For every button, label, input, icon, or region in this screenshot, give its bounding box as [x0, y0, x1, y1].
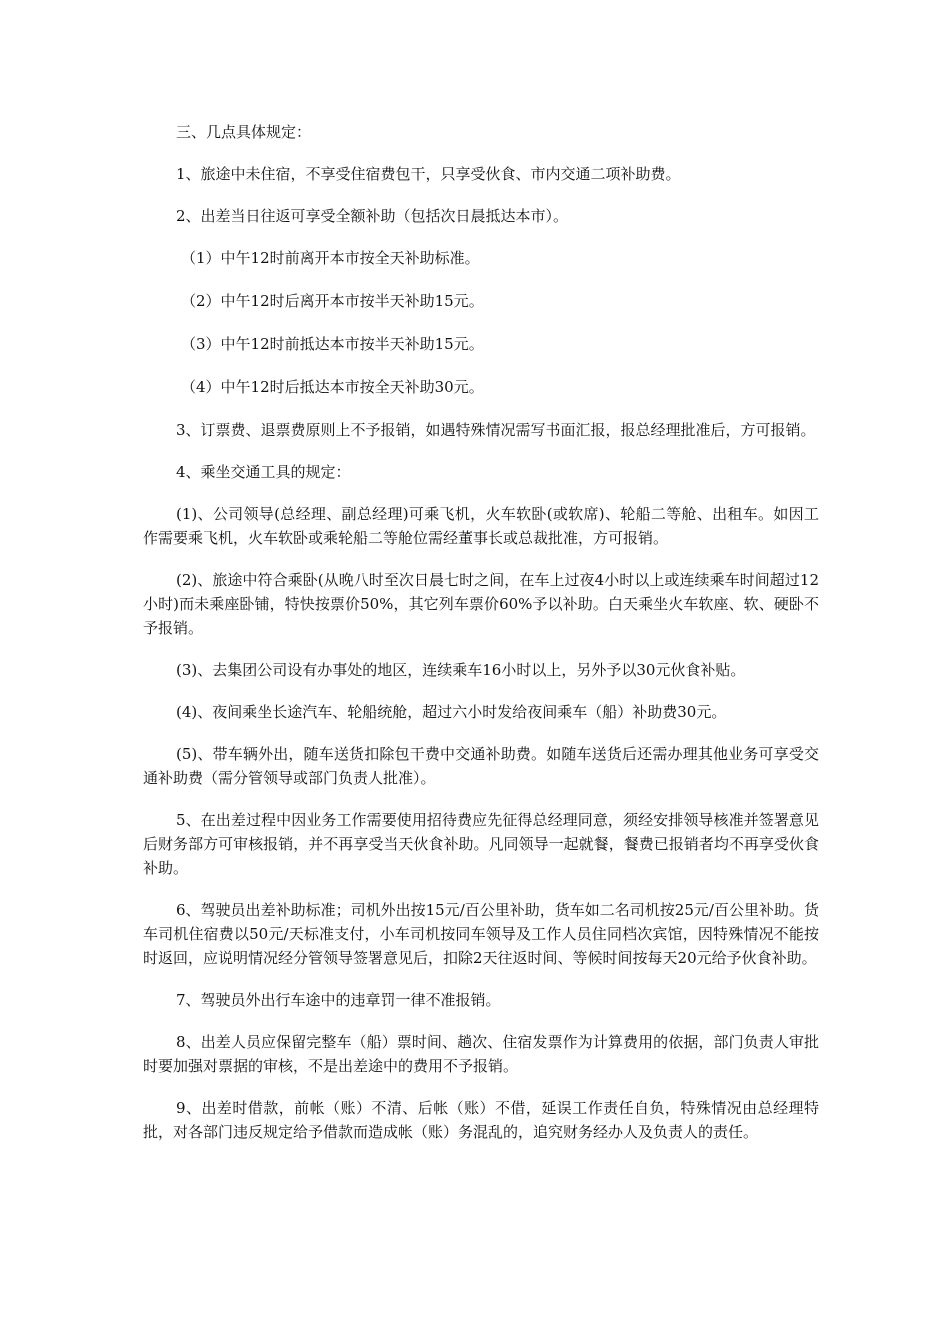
document-body — [143, 120, 819, 1160]
rule-2-sub-2: （2）中午12时后离开本市按半天补助15元。 — [181, 292, 484, 310]
rule-9: 9、出差时借款，前帐（账）不清、后帐（账）不借，延误工作责任自负，特殊情况由总经理特批，对各部门违反规定给予借款而造成帐（账）务混乱的，追究财务经办人及负责人的责任。 — [143, 1099, 819, 1141]
rule-5: 5、在出差过程中因业务工作需要使用招待费应先征得总经理同意，须经安排领导核准并签署意见后财务部方可审核报销，并不再享受当天伙食补助。凡同领导一起就餐，餐费已报销者均不再享受伙食补助。 — [143, 811, 819, 877]
rule-2-sub-3: （3）中午12时前抵达本市按半天补助15元。 — [181, 335, 484, 353]
rule-2: 2、出差当日往返可享受全额补助（包括次日晨抵达本市）。 — [176, 207, 569, 225]
rule-2-sub-1: （1）中午12时前离开本市按全天补助标准。 — [181, 249, 480, 267]
rule-3: 3、订票费、退票费原则上不予报销，如遇特殊情况需写书面汇报，报总经理批准后，方可报销。 — [176, 421, 816, 439]
rule-6: 6、驾驶员出差补助标准；司机外出按15元/百公里补助，货车如二名司机按25元/百公里补助。货车司机住宿费以50元/天标准支付，小车司机按同车领导及工作人员住同档次宾馆，因特殊情况不能按时返回，应说明情况经分管领导签署意见后，扣除2天往返时间、等候时间按每天20元给予伙食补助。 — [143, 901, 819, 967]
rule-4-sub-1: (1)、公司领导(总经理、副总经理)可乘飞机，火车软卧(或软席)、轮船二等舱、出租车。如因工作需要乘飞机，火车软卧或乘轮船二等舱位需经董事长或总裁批准，方可报销。 — [143, 505, 819, 547]
section-heading: 三、几点具体规定： — [176, 123, 312, 141]
rule-1: 1、旅途中未住宿，不享受住宿费包干，只享受伙食、市内交通二项补助费。 — [176, 165, 681, 183]
rule-4-sub-2: (2)、旅途中符合乘卧(从晚八时至次日晨七时之间，在车上过夜4小时以上或连续乘车时间超过12小时)而未乘座卧铺，特快按票价50%，其它列车票价60%予以补助。白天乘坐火车软座、软、硬卧不予报销。 — [143, 571, 819, 637]
rule-2-sub-4: （4）中午12时后抵达本市按全天补助30元。 — [181, 378, 484, 396]
rule-4-sub-5: (5)、带车辆外出，随车送货扣除包干费中交通补助费。如随车送货后还需办理其他业务可享受交通补助费（需分管领导或部门负责人批准）。 — [143, 745, 819, 787]
rule-7: 7、驾驶员外出行车途中的违章罚一律不准报销。 — [176, 991, 501, 1009]
rule-8: 8、出差人员应保留完整车（船）票时间、趟次、住宿发票作为计算费用的依据，部门负责人审批时要加强对票据的审核，不是出差途中的费用不予报销。 — [143, 1033, 819, 1075]
rule-4: 4、乘坐交通工具的规定： — [176, 463, 351, 481]
rule-4-sub-3: (3)、去集团公司设有办事处的地区，连续乘车16小时以上，另外予以30元伙食补贴。 — [176, 661, 746, 679]
rule-4-sub-4: (4)、夜间乘坐长途汽车、轮船统舱，超过六小时发给夜间乘车（船）补助费30元。 — [176, 703, 727, 721]
